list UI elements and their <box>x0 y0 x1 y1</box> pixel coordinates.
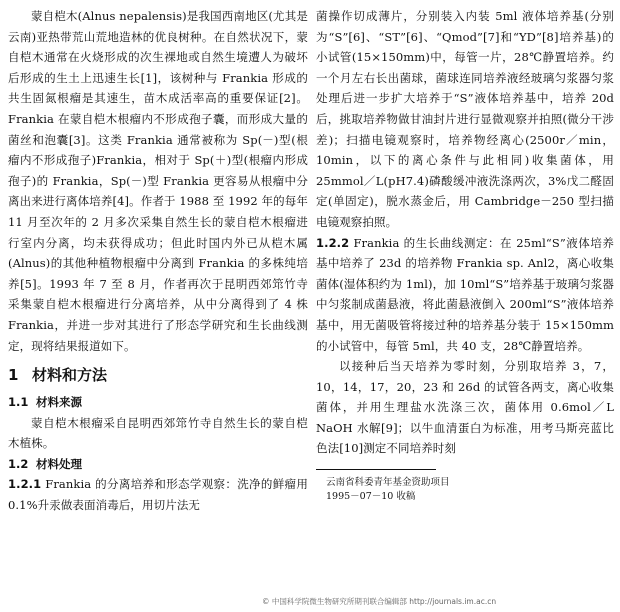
section-1-heading <box>8 360 308 390</box>
section-1-title: 材料和方法 <box>32 366 108 385</box>
footnote-divider <box>316 469 436 470</box>
section-1-2-2-paragraph <box>316 233 614 357</box>
section-1-number: 1 <box>8 366 19 385</box>
received-date: 1995－07－10 收稿 <box>326 491 416 503</box>
section-1-1-title: 材料来源 <box>36 395 82 410</box>
section-1-2-title: 材料处理 <box>36 456 82 471</box>
method-continued-paragraph: 菌操作切成薄片，分别装入内装 5ml 液体培养基(分别为“S”[6]、“ST”[6]、“Qmod”[7]和“YD”[8]培养基)的小试管(15×150mm)中，每管一片，28℃静置培养。约一个月左右长出菌球，菌球连同培养液经玻璃匀浆器匀浆处理后进一步扩大培养于“S”液体培养基中，培养 20d 后，挑取培养物做甘油封片进行显微观察并拍照(微分干涉差)；扫描电镜观察时，培养物经离心(2500r／min，10min，以下的离心条件与此相同)收集菌体，用 25mmol／L(pH7.4)磷酸缓冲液洗涤两次，3%戊二醛固定(单固定)，脱水蒸金后，用 Cambridge－250 型扫描电镜观察拍照。 <box>316 9 614 229</box>
intro-paragraph: 蒙自桤木(Alnus nepalensis)是我国西南地区(尤其是云南)亚热带荒山荒地造林的优良树种。在自然状况下，蒙自桤木通常在火烧形成的次生裸地或自然生境遭人为破坏后形成的生土上迅速生长[1]，该树种与 Frankia 形成的共生固氮根瘤是其速生，苗木成活率高的重要保证[2]。Frankia 在蒙自桤木根瘤内不形成孢子囊，而形成大量的菌丝和泡囊[3]。这类 Frankia 通常被称为 Sp(－)型(根瘤内不形成孢子)Frankia，相对于 Sp(＋)型(根瘤内形成孢子)的 Frankia，Sp(－)型 Frankia 更容易从根瘤中分离出来进行离体培养[4]。作者于 1988 至 1992 年的每年 11 月至次年的 2 月多次采集自然生长的蒙自桤木根瘤进行室内分离，均未获得成功；但此时国内外已从桤木属(Alnus)的其他种植物根瘤中分离到 Frankia 的多株纯培养[5]。1993 年 7 至 8 月，作者再次于昆明西郊筇竹寺采集蒙自桤木根瘤进行分离培养，从中分离得到了 4 株 Frankia，并进一步对其进行了形态学研究和生长曲线测定，现将结果报道如下。 <box>8 9 308 353</box>
right-column <box>316 6 614 504</box>
section-1-2-2-number: 1.2.2 <box>316 235 350 250</box>
section-1-1-number: 1.1 <box>8 395 29 410</box>
section-1-2-heading <box>8 454 308 475</box>
copyright-footer: © 中国科学院微生物研究所期刊联合编辑部 http://journals.im.ac.cn <box>262 597 497 606</box>
section-1-2-number: 1.2 <box>8 456 29 471</box>
left-column <box>8 6 308 516</box>
section-1-2-1-number: 1.2.1 <box>8 477 42 492</box>
section-1-2-1-paragraph <box>8 474 308 515</box>
section-1-2-1-text: Frankia 的分离培养和形态学观察：洗净的鲜瘤用 0.1%升汞做表面消毒后，用切片法无 <box>8 477 308 513</box>
section-1-2-2-text: Frankia 的生长曲线测定：在 25ml“S”液体培养基中培养了 23d 的培养物 Frankia sp. Anl2，离心收集菌体(湿体积约为 1ml)，加 10ml“S”培养基于玻璃匀浆器中匀浆制成菌悬液，将此菌悬液倒入 200ml“S”液体培养基中，用无菌吸管将接过种的培养基分装于 15×150mm 的小试管中，每管 5ml，共 40 支，28℃静置培养。 <box>316 235 614 353</box>
growth-sampling-paragraph: 以接种后当天培养为零时刻，分别取培养 3，7，10，14，17，20，23 和 26d 的试管各两支，离心收集菌体，并用生理盐水洗涤三次，菌体用 0.6mol／L NaOH 水解[9]；以牛血清蛋白为标准，用考马斯亮蓝比色法[10]测定不同培养时刻 <box>316 359 614 456</box>
section-1-1-heading <box>8 392 308 413</box>
funding-note: 云南省科委青年基金资助项目 <box>326 477 450 489</box>
material-source-paragraph: 蒙自桤木根瘤采自昆明西郊筇竹寺自然生长的蒙自桤木植株。 <box>8 415 308 451</box>
